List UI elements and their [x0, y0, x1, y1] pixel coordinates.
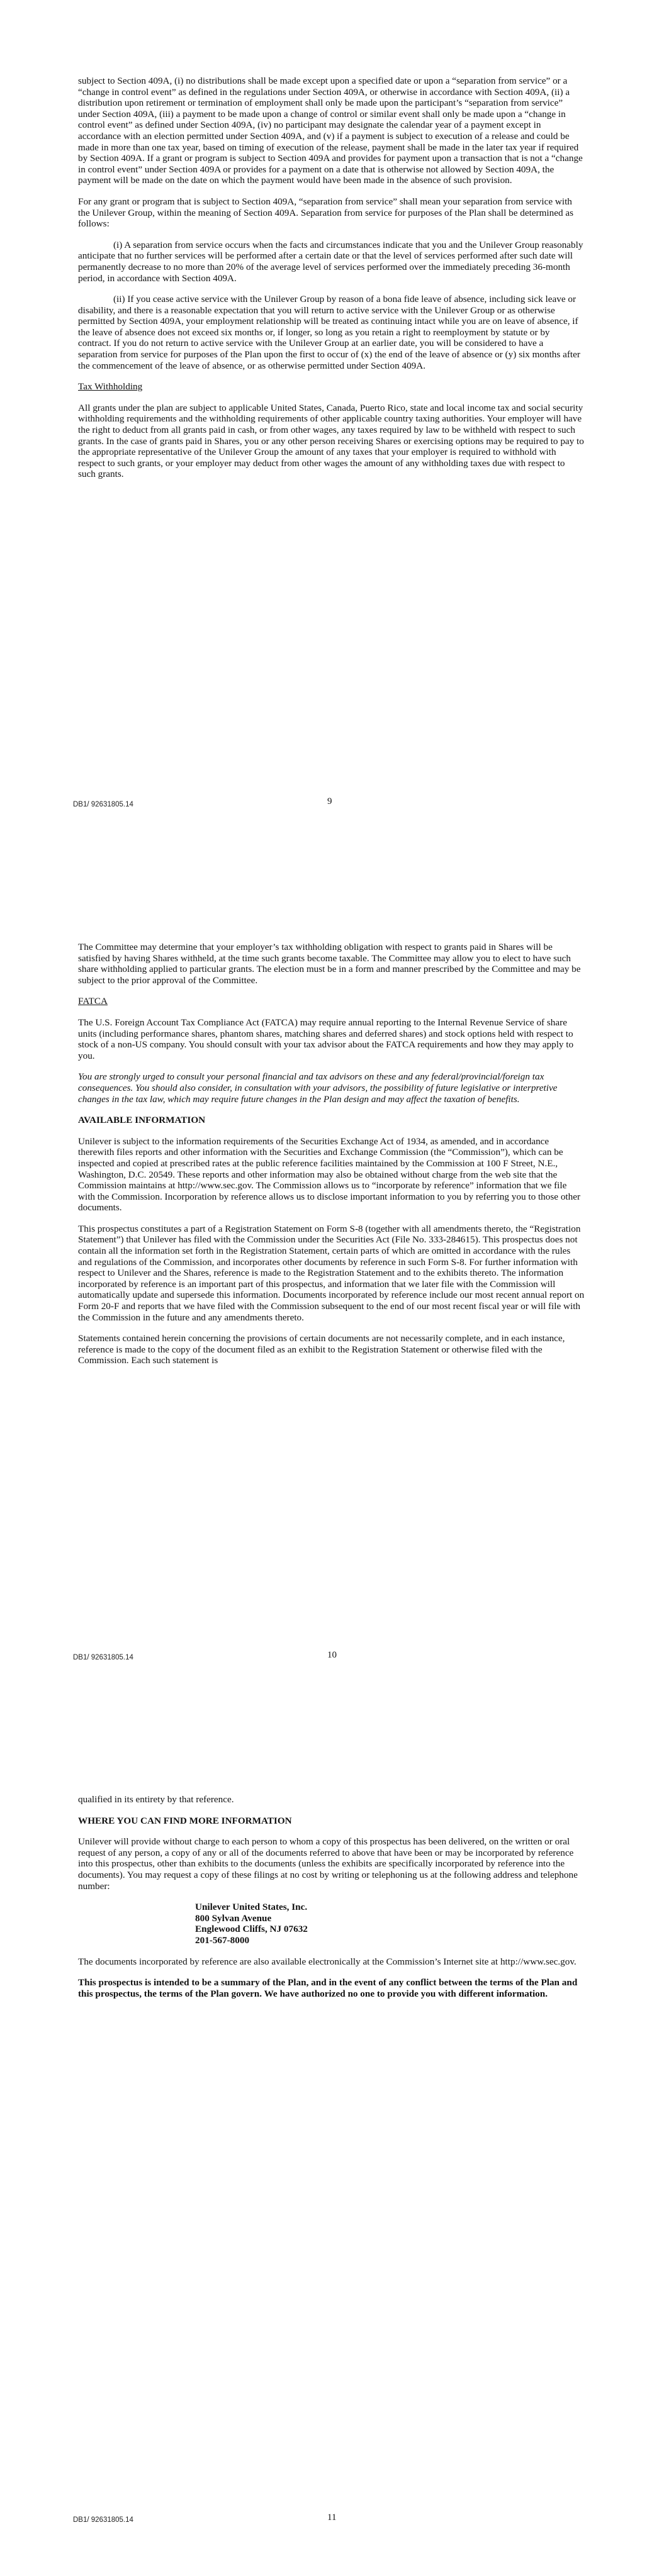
section-heading-available-information: AVAILABLE INFORMATION	[78, 1115, 206, 1126]
page-number: 11	[327, 2512, 337, 2523]
paragraph: The U.S. Foreign Account Tax Compliance Act (FATCA) may require annual reporting to the Internal Revenue Service of share units (including performance shares, phantom shares, matching shares and deferred shares) and stock options held with respect to stock of a non-US company. You should consult with your tax advisor about the FATCA requirements and how they may apply to you.	[78, 1017, 574, 1061]
page-9	[0, 0, 664, 859]
address-company: Unilever United States, Inc.	[195, 1902, 308, 1913]
address-street: 800 Sylvan Avenue	[195, 1912, 272, 1924]
italic-advisory: You are strongly urged to consult your personal financial and tax advisors on these and any federal/provincial/foreign tax consequences. You should also consider, in consultation with your advisors, the possibility of future legislative or interpretive changes in the tax law, which may require future changes in the Plan design and may affect the taxation of benefits.	[78, 1071, 558, 1105]
page-10	[0, 859, 664, 1717]
mailing-address	[195, 1902, 585, 1946]
section-heading-fatca: FATCA	[78, 996, 108, 1007]
page-number: 9	[327, 796, 332, 806]
paragraph: qualified in its entirety by that reference.	[78, 1794, 234, 1805]
paragraph-item-i: (i) A separation from service occurs when the facts and circumstances indicate that you and the Unilever Group reasonably anticipate that no further services will be performed after a certain date or that the level of services performed after such date will permanently decrease to no more than 20% of the average level of services performed over the immediately preceding 36-month period, in accordance with Section 409A.	[78, 239, 583, 284]
section-heading-where-to-find-info: WHERE YOU CAN FIND MORE INFORMATION	[78, 1815, 292, 1826]
address-city: Englewood Cliffs, NJ 07632	[195, 1924, 308, 1935]
paragraph-item-ii: (ii) If you cease active service with the Unilever Group by reason of a bona fide leave of absence, including sick leave or disability, and there is a reasonable expectation that you will return to active service with the Unilever Group or as otherwise permitted by Section 409A, your employment relationship will be treated as continuing intact while you are on leave of absence, if the leave of absence does not exceed six months or, if longer, so long as you retain a right to reemployment by statute or by contract. If you do not return to active service with the Unilever Group at an earlier date, you will be considered to have a separation from service for purposes of the Plan upon the first to occur of (x) the end of the leave of absence or (y) six months after the commencement of the leave of absence, or as otherwise permitted under Section 409A.	[78, 294, 580, 371]
paragraph: The Committee may determine that your employer’s tax withholding obligation with respect to grants paid in Shares will be satisfied by having Shares withheld, at the time such grants become taxable. The Committee may allow you to elect to have such share withholding applied to particular grants. The election must be in a form and manner prescribed by the Committee and may be subject to the prior approval of the Committee.	[78, 942, 581, 986]
section-heading-tax-withholding: Tax Withholding	[78, 381, 143, 393]
paragraph: The documents incorporated by reference are also available electronically at the Commission’s Internet site at http://www.sec.gov.	[78, 1956, 577, 1967]
page-number: 10	[327, 1650, 337, 1660]
bold-summary-notice: This prospectus is intended to be a summary of the Plan, and in the event of any conflict between the terms of the Plan and this prospectus, the terms of the Plan govern. We have authorized no one to provide you with different information.	[78, 1977, 578, 1999]
paragraph: All grants under the plan are subject to applicable United States, Canada, Puerto Rico, state and local income tax and social security withholding requirements and the withholding requirements of other applicable country taxing authorities. Your employer will have the right to deduct from all grants paid in cash, or from other wages, any taxes required by law to be withheld with respect to such grants. In the case of grants paid in Shares, you or any other person receiving Shares or exercising options may be required to pay to the appropriate representative of the Unilever Group the amount of any taxes that your employer is required to withhold with respect to such grants, or your employer may deduct from other wages the amount of any withholding taxes due with respect to such grants.	[78, 402, 584, 480]
paragraph: Statements contained herein concerning the provisions of certain documents are not necessarily complete, and in each instance, reference is made to the copy of the document filed as an exhibit to the Registration Statement or otherwise filed with the Commission. Each such statement is	[78, 1333, 565, 1366]
paragraph: Unilever will provide without charge to each person to whom a copy of this prospectus has been delivered, on the written or oral request of any person, a copy of any or all of the documents referred to above that have been or may be incorporated by reference into this prospectus, other than exhibits to the documents (unless the exhibits are specifically incorporated by reference into the documents). You may request a copy of these filings at no cost by writing or telephoning us at the following address and telephone number:	[78, 1836, 578, 1892]
footer-document-id: DB1/ 92631805.14	[73, 801, 133, 808]
page-10-content	[78, 942, 585, 1376]
paragraph: Unilever is subject to the information requirements of the Securities Exchange Act of 1934, as amended, and in accordance therewith files reports and other information with the Securities and Exchange Commission (the “Commission”), which can be inspected and copied at prescribed rates at the public reference facilities maintained by the Commission at 100 F Street, N.E., Washington, D.C. 20549. These reports and other information may also be obtained without charge from the web site that the Commission maintains at http://www.sec.gov. The Commission allows us to “incorporate by reference” information that we file with the Commission. Incorporation by reference allows us to disclose important information to you by referring you to those other documents.	[78, 1135, 581, 1213]
paragraph: For any grant or program that is subject to Section 409A, “separation from service” shall mean your separation from service with the Unilever Group, within the meaning of Section 409A. Separation from service for purposes of the Plan shall be determined as follows:	[78, 196, 574, 230]
footer-document-id: DB1/ 92631805.14	[73, 1654, 133, 1661]
footer-document-id: DB1/ 92631805.14	[73, 2516, 133, 2524]
paragraph: subject to Section 409A, (i) no distributions shall be made except upon a specified date or upon a “separation from service” or a “change in control event” as defined in the regulations under Section 409A, or otherwise in accordance with Section 409A, (ii) a distribution upon retirement or termination of employment shall only be made upon the participant’s “separation from service” under Section 409A, (iii) a payment to be made upon a change of control or similar event shall only be made upon a “change in control event” as defined under Section 409A, (iv) no participant may designate the calendar year of a payment except in accordance with an election permitted under Section 409A, and (v) if a payment is subject to execution of a release and could be made in more than one tax year, based on timing of execution of the release, payment shall be made in the later tax year if required by Section 409A. If a grant or program is subject to Section 409A and provides for payment upon a transaction that is not a “change in control event” under Section 409A or provides for a payment on a date that is otherwise not allowed by Section 409A, the payment will be made on the date on which the payment would have been made in the absence of such provision.	[78, 75, 583, 186]
page-11-content	[78, 1794, 585, 2009]
address-phone: 201-567-8000	[195, 1934, 250, 1946]
page-9-content	[78, 75, 585, 490]
paragraph: This prospectus constitutes a part of a Registration Statement on Form S-8 (together with all amendments thereto, the “Registration Statement”) that Unilever has filed with the Commission under the Securities Act (File No. 333-284615). This prospectus does not contain all the information set forth in the Registration Statement, certain parts of which are omitted in accordance with the rules and regulations of the Commission, and incorporates other documents by reference in such Form S-8. For further information with respect to Unilever and the Shares, reference is made to the Registration Statement and to the exhibits thereto. The information incorporated by reference is an important part of this prospectus, and information that we later file with the Commission will automatically update and supersede this information. Documents incorporated by reference include our most recent annual report on Form 20-F and reports that we have filed with the Commission subsequent to the end of our most recent fiscal year or will file with the Commission in the future and any amendments thereto.	[78, 1223, 585, 1323]
page-11	[0, 1717, 664, 2576]
